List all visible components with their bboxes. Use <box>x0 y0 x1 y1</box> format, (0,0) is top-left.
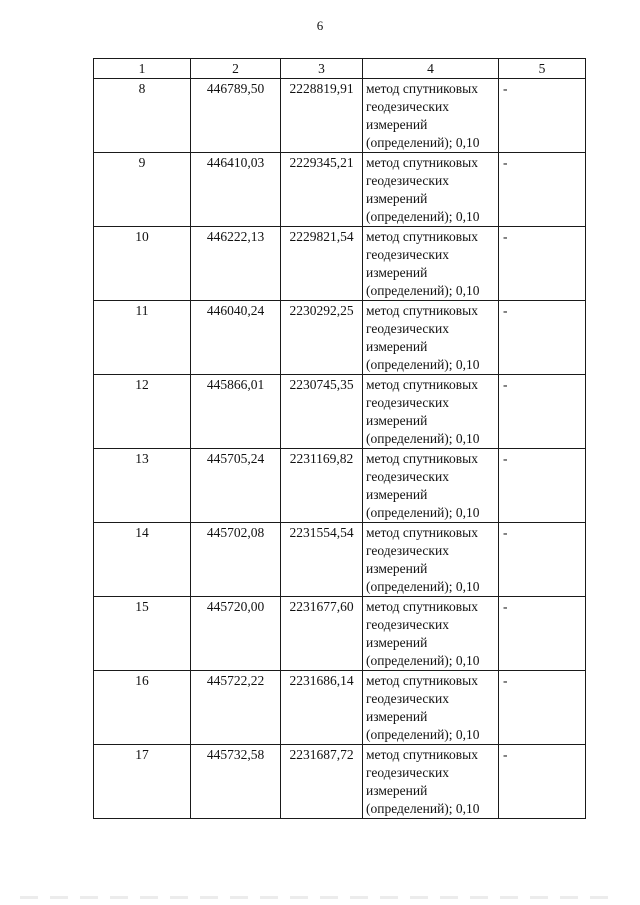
x-coordinate-cell: 445702,08 <box>191 523 281 597</box>
method-line: измерений <box>366 561 428 576</box>
note-cell: - <box>499 745 586 819</box>
method-line: измерений <box>366 191 428 206</box>
point-number-cell: 10 <box>94 227 191 301</box>
method-line: (определений); 0,10 <box>366 209 480 224</box>
note-cell: - <box>499 153 586 227</box>
table-row <box>94 301 586 375</box>
method-line: (определений); 0,10 <box>366 727 480 742</box>
scan-artifact <box>20 896 620 899</box>
method-line: (определений); 0,10 <box>366 431 480 446</box>
note-cell: - <box>499 301 586 375</box>
y-coordinate-cell: 2231169,82 <box>281 449 363 523</box>
x-coordinate-cell: 446040,24 <box>191 301 281 375</box>
method-line: измерений <box>366 635 428 650</box>
method-line: метод спутниковых <box>366 229 478 244</box>
y-coordinate-cell: 2231677,60 <box>281 597 363 671</box>
method-line: измерений <box>366 783 428 798</box>
y-coordinate-cell: 2230292,25 <box>281 301 363 375</box>
method-line: измерений <box>366 339 428 354</box>
method-line: геодезических <box>366 321 449 336</box>
method-cell <box>363 449 499 523</box>
coordinates-table <box>93 58 586 819</box>
y-coordinate-cell: 2231686,14 <box>281 671 363 745</box>
column-header-2: 2 <box>191 59 281 79</box>
method-line: метод спутниковых <box>366 81 478 96</box>
method-line: измерений <box>366 117 428 132</box>
method-line: метод спутниковых <box>366 303 478 318</box>
point-number-cell: 15 <box>94 597 191 671</box>
table-row <box>94 153 586 227</box>
method-cell <box>363 301 499 375</box>
method-line: (определений); 0,10 <box>366 579 480 594</box>
method-line: метод спутниковых <box>366 525 478 540</box>
point-number-cell: 11 <box>94 301 191 375</box>
method-line: метод спутниковых <box>366 155 478 170</box>
note-cell: - <box>499 597 586 671</box>
column-header-4: 4 <box>363 59 499 79</box>
method-line: метод спутниковых <box>366 451 478 466</box>
x-coordinate-cell: 445732,58 <box>191 745 281 819</box>
y-coordinate-cell: 2230745,35 <box>281 375 363 449</box>
table-row <box>94 745 586 819</box>
y-coordinate-cell: 2229821,54 <box>281 227 363 301</box>
method-line: метод спутниковых <box>366 673 478 688</box>
y-coordinate-cell: 2229345,21 <box>281 153 363 227</box>
method-line: (определений); 0,10 <box>366 653 480 668</box>
table-row <box>94 523 586 597</box>
method-cell <box>363 523 499 597</box>
method-line: геодезических <box>366 765 449 780</box>
column-header-5: 5 <box>499 59 586 79</box>
x-coordinate-cell: 446410,03 <box>191 153 281 227</box>
method-line: геодезических <box>366 173 449 188</box>
table-body <box>94 79 586 819</box>
point-number-cell: 8 <box>94 79 191 153</box>
method-line: геодезических <box>366 469 449 484</box>
y-coordinate-cell: 2231554,54 <box>281 523 363 597</box>
method-cell <box>363 153 499 227</box>
method-line: измерений <box>366 487 428 502</box>
table-row <box>94 597 586 671</box>
method-line: измерений <box>366 413 428 428</box>
method-line: (определений); 0,10 <box>366 801 480 816</box>
table-row <box>94 375 586 449</box>
point-number-cell: 14 <box>94 523 191 597</box>
point-number-cell: 9 <box>94 153 191 227</box>
page-number: 6 <box>316 18 324 33</box>
method-line: метод спутниковых <box>366 747 478 762</box>
method-line: геодезических <box>366 543 449 558</box>
x-coordinate-cell: 445866,01 <box>191 375 281 449</box>
method-cell <box>363 745 499 819</box>
x-coordinate-cell: 445722,22 <box>191 671 281 745</box>
point-number-cell: 13 <box>94 449 191 523</box>
note-cell: - <box>499 79 586 153</box>
x-coordinate-cell: 445705,24 <box>191 449 281 523</box>
column-header-3: 3 <box>281 59 363 79</box>
method-line: метод спутниковых <box>366 599 478 614</box>
method-cell <box>363 227 499 301</box>
method-line: (определений); 0,10 <box>366 135 480 150</box>
method-line: измерений <box>366 709 428 724</box>
method-line: метод спутниковых <box>366 377 478 392</box>
x-coordinate-cell: 446789,50 <box>191 79 281 153</box>
table-row <box>94 227 586 301</box>
method-cell <box>363 79 499 153</box>
method-line: (определений); 0,10 <box>366 505 480 520</box>
point-number-cell: 16 <box>94 671 191 745</box>
note-cell: - <box>499 227 586 301</box>
method-line: геодезических <box>366 691 449 706</box>
x-coordinate-cell: 445720,00 <box>191 597 281 671</box>
method-line: геодезических <box>366 617 449 632</box>
column-header-1: 1 <box>94 59 191 79</box>
y-coordinate-cell: 2231687,72 <box>281 745 363 819</box>
table-row <box>94 79 586 153</box>
method-line: (определений); 0,10 <box>366 357 480 372</box>
method-cell <box>363 375 499 449</box>
note-cell: - <box>499 671 586 745</box>
method-line: геодезических <box>366 99 449 114</box>
note-cell: - <box>499 375 586 449</box>
table-header-row <box>94 59 586 79</box>
method-line: геодезических <box>366 395 449 410</box>
method-line: геодезических <box>366 247 449 262</box>
note-cell: - <box>499 449 586 523</box>
point-number-cell: 12 <box>94 375 191 449</box>
method-line: (определений); 0,10 <box>366 283 480 298</box>
y-coordinate-cell: 2228819,91 <box>281 79 363 153</box>
method-cell <box>363 597 499 671</box>
note-cell: - <box>499 523 586 597</box>
method-cell <box>363 671 499 745</box>
method-line: измерений <box>366 265 428 280</box>
table-row <box>94 449 586 523</box>
x-coordinate-cell: 446222,13 <box>191 227 281 301</box>
table-row <box>94 671 586 745</box>
point-number-cell: 17 <box>94 745 191 819</box>
